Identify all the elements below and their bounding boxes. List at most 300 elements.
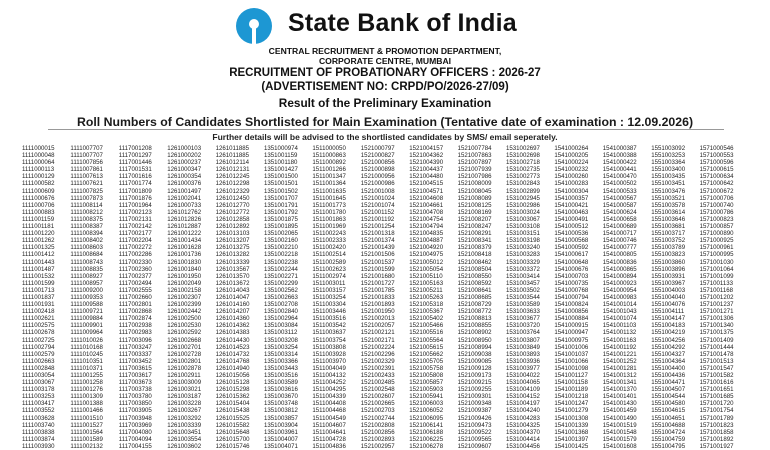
roll-number: 1541000915 — [554, 322, 589, 330]
roll-number: 1541001221 — [602, 350, 637, 358]
roll-number: 1541001014 — [602, 301, 637, 309]
roll-number: 1521001506 — [360, 251, 395, 259]
roll-number: 1261014430 — [215, 336, 250, 344]
roll-number: 1551003092 — [651, 145, 686, 152]
roll-number: 1111001262 — [22, 237, 55, 245]
roll-number: 1117002938 — [118, 322, 152, 330]
roll-number: 1111003874 — [22, 435, 55, 443]
roll-number: 1111009901 — [70, 322, 103, 330]
roll-number: 1261001840 — [167, 265, 202, 273]
roll-number: 1521008950 — [457, 336, 492, 344]
roll-number: 1261015746 — [215, 442, 250, 450]
roll-number: 1261014732 — [215, 350, 250, 358]
roll-number: 1261012245 — [215, 173, 250, 181]
roll-number: 1521006188 — [409, 428, 444, 436]
roll-number: 1351001159 — [264, 152, 298, 160]
roll-number: 1571000925 — [699, 237, 734, 245]
roll-number: 1111010351 — [70, 357, 103, 365]
roll-number: 1111009200 — [70, 286, 103, 294]
roll-number: 1551003253 — [651, 152, 686, 160]
roll-number: 1541000441 — [602, 166, 637, 174]
roll-number: 1541000717 — [602, 230, 637, 238]
roll-number: 1521005012 — [409, 258, 444, 266]
roll-number: 1571001030 — [699, 258, 734, 266]
roll-number: 1351002964 — [264, 315, 298, 323]
roll-number: 1261003267 — [167, 407, 202, 415]
roll-number: 1531003283 — [506, 251, 540, 259]
roll-number: 1351003616 — [264, 386, 298, 394]
roll-number: 1571001685 — [699, 393, 734, 401]
roll-number: 1511004339 — [312, 393, 346, 401]
roll-number: 1261013275 — [215, 244, 250, 252]
roll-number: 1521009348 — [457, 400, 492, 408]
roll-number: 1551004003 — [651, 286, 686, 294]
roll-number: 1551003614 — [651, 208, 686, 216]
roll-number: 1511002623 — [312, 265, 346, 273]
roll-number: 1541001066 — [554, 357, 589, 365]
roll-number: 1117002555 — [118, 286, 152, 294]
roll-number: 1351001791 — [264, 201, 298, 209]
roll-number: 1541000794 — [554, 293, 589, 301]
roll-number: 1261002307 — [167, 293, 202, 301]
roll-number: 1111001181 — [22, 223, 55, 231]
roll-number: 1261002728 — [167, 350, 202, 358]
roll-number: 1111008114 — [70, 201, 103, 209]
roll-number: 1541000676 — [554, 265, 589, 273]
roll-number: 1541000805 — [602, 251, 637, 259]
roll-number: 1117002286 — [118, 251, 152, 259]
roll-number: 1261000103 — [167, 145, 202, 152]
roll-number: 1551003451 — [651, 180, 686, 188]
roll-number: 1541001279 — [554, 407, 589, 415]
roll-number: 1511004049 — [312, 364, 346, 372]
roll-number: 1117003673 — [118, 379, 152, 387]
roll-number: 1111002575 — [22, 322, 55, 330]
roll-number: 1541001519 — [602, 421, 637, 429]
roll-number: 1541000836 — [602, 258, 637, 266]
roll-number: 1511004252 — [312, 379, 346, 387]
roll-number: 1261014768 — [215, 357, 250, 365]
roll-number: 1521002665 — [360, 400, 395, 408]
roll-number: 1111003740 — [22, 421, 55, 429]
roll-number: 1111009353 — [70, 293, 103, 301]
roll-number: 1111000048 — [22, 152, 55, 160]
roll-number: 1261002801 — [167, 357, 202, 365]
roll-number: 1111008957 — [70, 279, 103, 287]
roll-number: 1541001490 — [602, 414, 637, 422]
roll-number: 1351003961 — [264, 428, 298, 436]
department-line: CENTRAL RECRUITMENT & PROMOTION DEPARTMENT, — [268, 46, 502, 56]
roll-number: 1531002986 — [506, 201, 540, 209]
roll-number: 1261012892 — [215, 223, 250, 231]
roll-number: 1261014207 — [215, 308, 250, 316]
roll-number: 1511002333 — [312, 237, 346, 245]
roll-number: 1351001502 — [264, 187, 298, 195]
roll-number: 1511004836 — [312, 442, 346, 450]
roll-number: 1261012298 — [215, 180, 250, 188]
roll-number: 1351003589 — [264, 379, 298, 387]
roll-number: 1531003589 — [506, 301, 540, 309]
roll-number: 1261014047 — [215, 293, 250, 301]
roll-number: 1261015525 — [215, 414, 250, 422]
roll-number: 1111010245 — [70, 350, 103, 358]
roll-number: 1521004835 — [409, 230, 444, 238]
roll-number: 1541001401 — [602, 393, 637, 401]
roll-number: 1111003178 — [22, 386, 55, 394]
roll-number: 1521007939 — [457, 166, 492, 174]
roll-number: 1521009085 — [457, 357, 492, 365]
roll-number: 1117001774 — [118, 180, 152, 188]
roll-number: 1511004549 — [312, 414, 346, 422]
roll-number: 1551003860 — [651, 258, 686, 266]
roll-number: 1531002945 — [506, 194, 540, 202]
roll-number: 1571001099 — [699, 272, 734, 280]
roll-number: 1261001434 — [167, 237, 202, 245]
roll-number: 1541000536 — [554, 230, 589, 238]
roll-number: 1541001368 — [554, 428, 589, 436]
roll-number: 1111001466 — [70, 407, 103, 415]
roll-number: 1261015298 — [215, 386, 250, 394]
roll-number: 1531003198 — [506, 237, 540, 245]
roll-number: 1261002878 — [167, 364, 202, 372]
roll-number: 1521008379 — [457, 244, 492, 252]
roll-number-table — [22, 145, 748, 450]
roll-number: 1261012329 — [215, 187, 250, 195]
roll-number: 1541000824 — [554, 301, 589, 309]
roll-number: 1541000283 — [554, 180, 589, 188]
roll-number: 1571001927 — [699, 442, 734, 450]
roll-number: 1521001192 — [360, 215, 395, 223]
roll-number: 1261000733 — [167, 201, 202, 209]
roll-number: 1111002132 — [70, 442, 103, 450]
roll-number: 1111000113 — [22, 166, 55, 174]
roll-number: 1117002801 — [118, 301, 152, 309]
roll-number: 1521009607 — [457, 442, 492, 450]
roll-number: 1551003752 — [651, 237, 686, 245]
roll-number: 1551003681 — [651, 223, 686, 231]
roll-number: 1541001158 — [554, 379, 588, 387]
roll-number: 1261002592 — [167, 329, 202, 337]
roll-number: 1521005110 — [409, 272, 443, 280]
roll-number: 1117001297 — [118, 152, 152, 160]
roll-number: 1541000648 — [554, 258, 589, 266]
roll-number: 1111010371 — [70, 364, 103, 372]
roll-number: 1541000421 — [554, 201, 589, 209]
roll-number: 1261014940 — [215, 364, 250, 372]
roll-number: 1117001446 — [118, 159, 152, 167]
roll-number: 1531004022 — [506, 372, 540, 379]
roll-number: 1521001254 — [360, 223, 395, 231]
roll-numbers-title: Roll Numbers of Candidates Shortlisted for Main Examination (Tentative date of examination : 12.09.2026) — [76, 115, 694, 129]
roll-number: 1511003808 — [312, 343, 346, 351]
roll-number-column — [700, 145, 766, 450]
roll-number: 1261015648 — [215, 428, 250, 436]
roll-number: 1117003850 — [118, 400, 152, 408]
roll-number: 1541000746 — [602, 237, 637, 245]
roll-number: 1551004724 — [651, 428, 686, 436]
roll-number: 1111008743 — [70, 258, 103, 266]
roll-number: 1351001500 — [264, 173, 298, 181]
roll-number: 1511004728 — [312, 435, 346, 443]
roll-number: 1351002160 — [264, 237, 298, 245]
roll-number: 1551003578 — [651, 201, 686, 209]
roll-number: 1261003339 — [167, 421, 202, 429]
roll-number: 1571001340 — [699, 322, 734, 330]
roll-number: 1111007873 — [70, 194, 103, 202]
roll-number: 1117004094 — [118, 435, 152, 443]
roll-number: 1531004283 — [506, 414, 540, 422]
roll-number: 1551003789 — [651, 244, 686, 252]
roll-number: 1511003254 — [312, 293, 346, 301]
roll-number: 1551003967 — [651, 279, 686, 287]
roll-number: 1111001258 — [70, 379, 103, 387]
roll-number: 1511001863 — [312, 215, 346, 223]
roll-number: 1351002562 — [264, 286, 298, 294]
roll-number: 1111003552 — [22, 407, 55, 415]
roll-number: 1111009964 — [70, 329, 103, 337]
roll-number: 1111001325 — [22, 244, 55, 252]
roll-number: 1521000956 — [360, 173, 395, 181]
roll-number: 1521002485 — [360, 379, 395, 387]
roll-number: 1351001501 — [264, 180, 298, 188]
roll-number: 1531002718 — [506, 159, 540, 167]
roll-number: 1531003893 — [506, 350, 540, 358]
divider — [48, 129, 724, 130]
roll-number: 1521002893 — [360, 435, 395, 443]
roll-number: 1521008462 — [457, 258, 492, 266]
roll-number: 1117003969 — [118, 421, 152, 429]
roll-number: 1261000202 — [167, 152, 202, 160]
roll-number: 1117003905 — [118, 407, 152, 415]
roll-number: 1111009884 — [70, 315, 103, 323]
roll-number: 1551004040 — [651, 293, 686, 301]
roll-number: 1351003516 — [264, 372, 298, 379]
roll-number: 1551004147 — [651, 315, 686, 323]
roll-number: 1541000777 — [602, 244, 637, 252]
roll-number: 1511003637 — [312, 329, 346, 337]
roll-number: 1351001707 — [264, 194, 298, 202]
roll-number: 1551003521 — [651, 194, 686, 202]
roll-number: 1261002500 — [167, 315, 202, 323]
roll-number: 1521005662 — [409, 350, 444, 358]
roll-number: 1261015404 — [215, 400, 250, 408]
roll-number: 1261000354 — [167, 173, 202, 181]
roll-number: 1261012826 — [167, 215, 202, 223]
roll-number: 1117003096 — [118, 336, 152, 344]
roll-number: 1261003009 — [167, 379, 202, 387]
roll-number: 1351003084 — [264, 322, 298, 330]
roll-number: 1521005615 — [409, 343, 444, 351]
roll-number: 1511004468 — [312, 407, 346, 415]
roll-number: 1571000706 — [699, 194, 734, 202]
roll-number: 1261000376 — [167, 180, 202, 188]
roll-number: 1531003807 — [506, 336, 540, 344]
roll-number: 1531004152 — [506, 393, 540, 401]
roll-number: 1117002868 — [118, 308, 152, 316]
roll-number: 1261002399 — [167, 301, 202, 309]
roll-number: 1551003646 — [651, 215, 686, 223]
roll-number: 1521004708 — [409, 208, 444, 216]
roll-number: 1541001252 — [602, 357, 637, 365]
bank-name: State Bank of India — [288, 9, 517, 37]
roll-number: 1531002698 — [506, 152, 540, 160]
roll-number: 1531003457 — [506, 279, 540, 287]
roll-number: 1571000553 — [699, 152, 734, 160]
roll-number: 1117002983 — [118, 329, 152, 337]
roll-number: 1117001809 — [118, 187, 152, 195]
roll-number: 1571001202 — [699, 293, 734, 301]
roll-number: 1117003780 — [118, 393, 152, 401]
roll-number: 1571001892 — [699, 435, 734, 443]
roll-number: 1541000703 — [554, 272, 589, 280]
roll-number: 1111002663 — [22, 357, 55, 365]
roll-number: 1531002899 — [506, 187, 540, 195]
roll-number: 1531003024 — [506, 208, 540, 216]
roll-number: 1571000546 — [699, 145, 734, 152]
roll-number: 1351002065 — [264, 230, 298, 238]
roll-number: 1111000706 — [22, 201, 55, 209]
roll-number: 1541001459 — [602, 407, 637, 415]
roll-number: 1521009038 — [457, 350, 492, 358]
roll-number: 1261012887 — [167, 223, 202, 231]
roll-number: 1351002244 — [264, 265, 298, 273]
roll-number: 1521000898 — [360, 166, 395, 174]
roll-number: 1521008772 — [457, 308, 492, 316]
roll-number: 1511003970 — [312, 357, 346, 365]
roll-number: 1571001651 — [699, 386, 734, 394]
roll-number: 1541001579 — [602, 435, 637, 443]
roll-number: 1111001255 — [70, 372, 103, 379]
roll-number: 1551003931 — [651, 272, 686, 280]
roll-number: 1111002794 — [22, 343, 55, 351]
roll-number: 1541000768 — [554, 286, 589, 294]
roll-number: 1351003812 — [264, 407, 298, 415]
roll-number: 1541001312 — [602, 372, 637, 379]
roll-number: 1111002848 — [22, 364, 55, 372]
roll-number: 1511003516 — [312, 315, 346, 323]
roll-number: 1261013103 — [215, 230, 250, 238]
roll-number: 1521002121 — [360, 329, 395, 337]
roll-number: 1571000634 — [699, 173, 734, 181]
roll-number: 1521006225 — [409, 435, 444, 443]
roll-number: 1521001893 — [360, 301, 395, 309]
roll-number: 1511001773 — [312, 201, 346, 209]
roll-number: 1521004480 — [409, 173, 444, 181]
roll-number: 1521001680 — [360, 272, 395, 280]
roll-number: 1521009426 — [457, 414, 492, 422]
result-title: Result of the Preliminary Examination — [278, 96, 492, 110]
roll-number: 1521008504 — [457, 265, 492, 273]
roll-number: 1111007856 — [70, 159, 103, 167]
roll-number: 1521008550 — [457, 272, 492, 280]
roll-number: 1571000740 — [699, 201, 734, 209]
roll-number: 1551004400 — [651, 364, 686, 372]
roll-number: 1351003112 — [264, 329, 298, 337]
roll-number: 1261012114 — [215, 159, 250, 167]
roll-number: 1531004414 — [506, 435, 540, 443]
roll-number: 1571001375 — [699, 329, 734, 337]
roll-number: 1117003738 — [118, 386, 152, 394]
roll-number: 1521002296 — [360, 350, 395, 358]
roll-number: 1521005941 — [409, 393, 444, 401]
roll-number: 1521008592 — [457, 279, 492, 287]
roll-number: 1111001599 — [22, 279, 55, 287]
roll-number: 1541000232 — [554, 166, 589, 174]
roll-number: 1521002856 — [360, 428, 395, 436]
roll-number: 1351001427 — [264, 166, 298, 174]
roll-number: 1541001189 — [554, 386, 588, 394]
sbi-logo-icon — [236, 8, 272, 44]
roll-number: 1351003366 — [264, 357, 298, 365]
roll-number: 1261002049 — [167, 279, 202, 287]
roll-number: 1551004364 — [651, 357, 686, 365]
roll-number: 1541000224 — [554, 159, 589, 167]
roll-number: 1551004507 — [651, 386, 686, 394]
roll-number: 1111000015 — [22, 145, 55, 152]
roll-number: 1521004754 — [409, 215, 444, 223]
roll-number: 1261013207 — [215, 237, 250, 245]
roll-number: 1521002391 — [360, 364, 395, 372]
roll-number: 1261011885 — [215, 152, 250, 160]
roll-number: 1111001309 — [70, 393, 103, 401]
roll-number: 1571001306 — [699, 315, 734, 323]
roll-number: 1551004580 — [651, 400, 686, 408]
roll-number: 1531004065 — [506, 379, 540, 387]
roll-number: 1541001341 — [602, 379, 637, 387]
roll-number: 1261014383 — [215, 329, 250, 337]
roll-number: 1511000050 — [312, 145, 346, 152]
roll-number: 1541001339 — [554, 421, 589, 429]
roll-number: 1531003936 — [506, 357, 540, 365]
roll-number: 1351001180 — [264, 159, 298, 167]
roll-number: 1541000689 — [602, 223, 637, 231]
roll-number: 1111001487 — [22, 265, 55, 273]
roll-number: 1511004408 — [312, 400, 346, 408]
roll-number: 1261013567 — [215, 265, 250, 273]
roll-number: 1541000470 — [602, 173, 637, 181]
roll-number: 1531003633 — [506, 308, 540, 316]
roll-number: 1571001271 — [699, 308, 734, 316]
roll-number: 1551004327 — [651, 350, 686, 358]
roll-number: 1521005857 — [409, 379, 444, 387]
roll-number: 1117001616 — [118, 173, 152, 181]
roll-number: 1117002494 — [118, 279, 152, 287]
roll-number: 1521001537 — [360, 258, 395, 266]
roll-number: 1541001127 — [554, 372, 588, 379]
roll-number: 1521005163 — [409, 279, 444, 287]
roll-number: 1531004197 — [506, 400, 540, 408]
document-header — [0, 0, 770, 128]
roll-number: 1261013282 — [215, 251, 250, 259]
roll-number: 1111001837 — [22, 293, 55, 301]
roll-number: 1111001532 — [22, 272, 55, 280]
roll-number: 1521001074 — [360, 201, 395, 209]
roll-number: 1531003414 — [506, 272, 540, 280]
roll-number: 1351002663 — [264, 293, 298, 301]
roll-number: 1521002329 — [360, 357, 395, 365]
roll-number: 1521002744 — [360, 414, 395, 422]
roll-number: 1261012770 — [215, 201, 250, 209]
roll-number: 1111010026 — [70, 336, 103, 344]
roll-number: 1511000863 — [312, 152, 346, 160]
roll-number: 1117002377 — [118, 272, 152, 280]
roll-number: 1111001589 — [70, 435, 103, 443]
roll-number: 1111001276 — [70, 386, 103, 394]
roll-number: 1261001628 — [167, 244, 202, 252]
roll-number: 1117002142 — [118, 223, 152, 231]
roll-number: 1117003337 — [118, 350, 152, 358]
roll-number: 1111003253 — [22, 393, 55, 401]
